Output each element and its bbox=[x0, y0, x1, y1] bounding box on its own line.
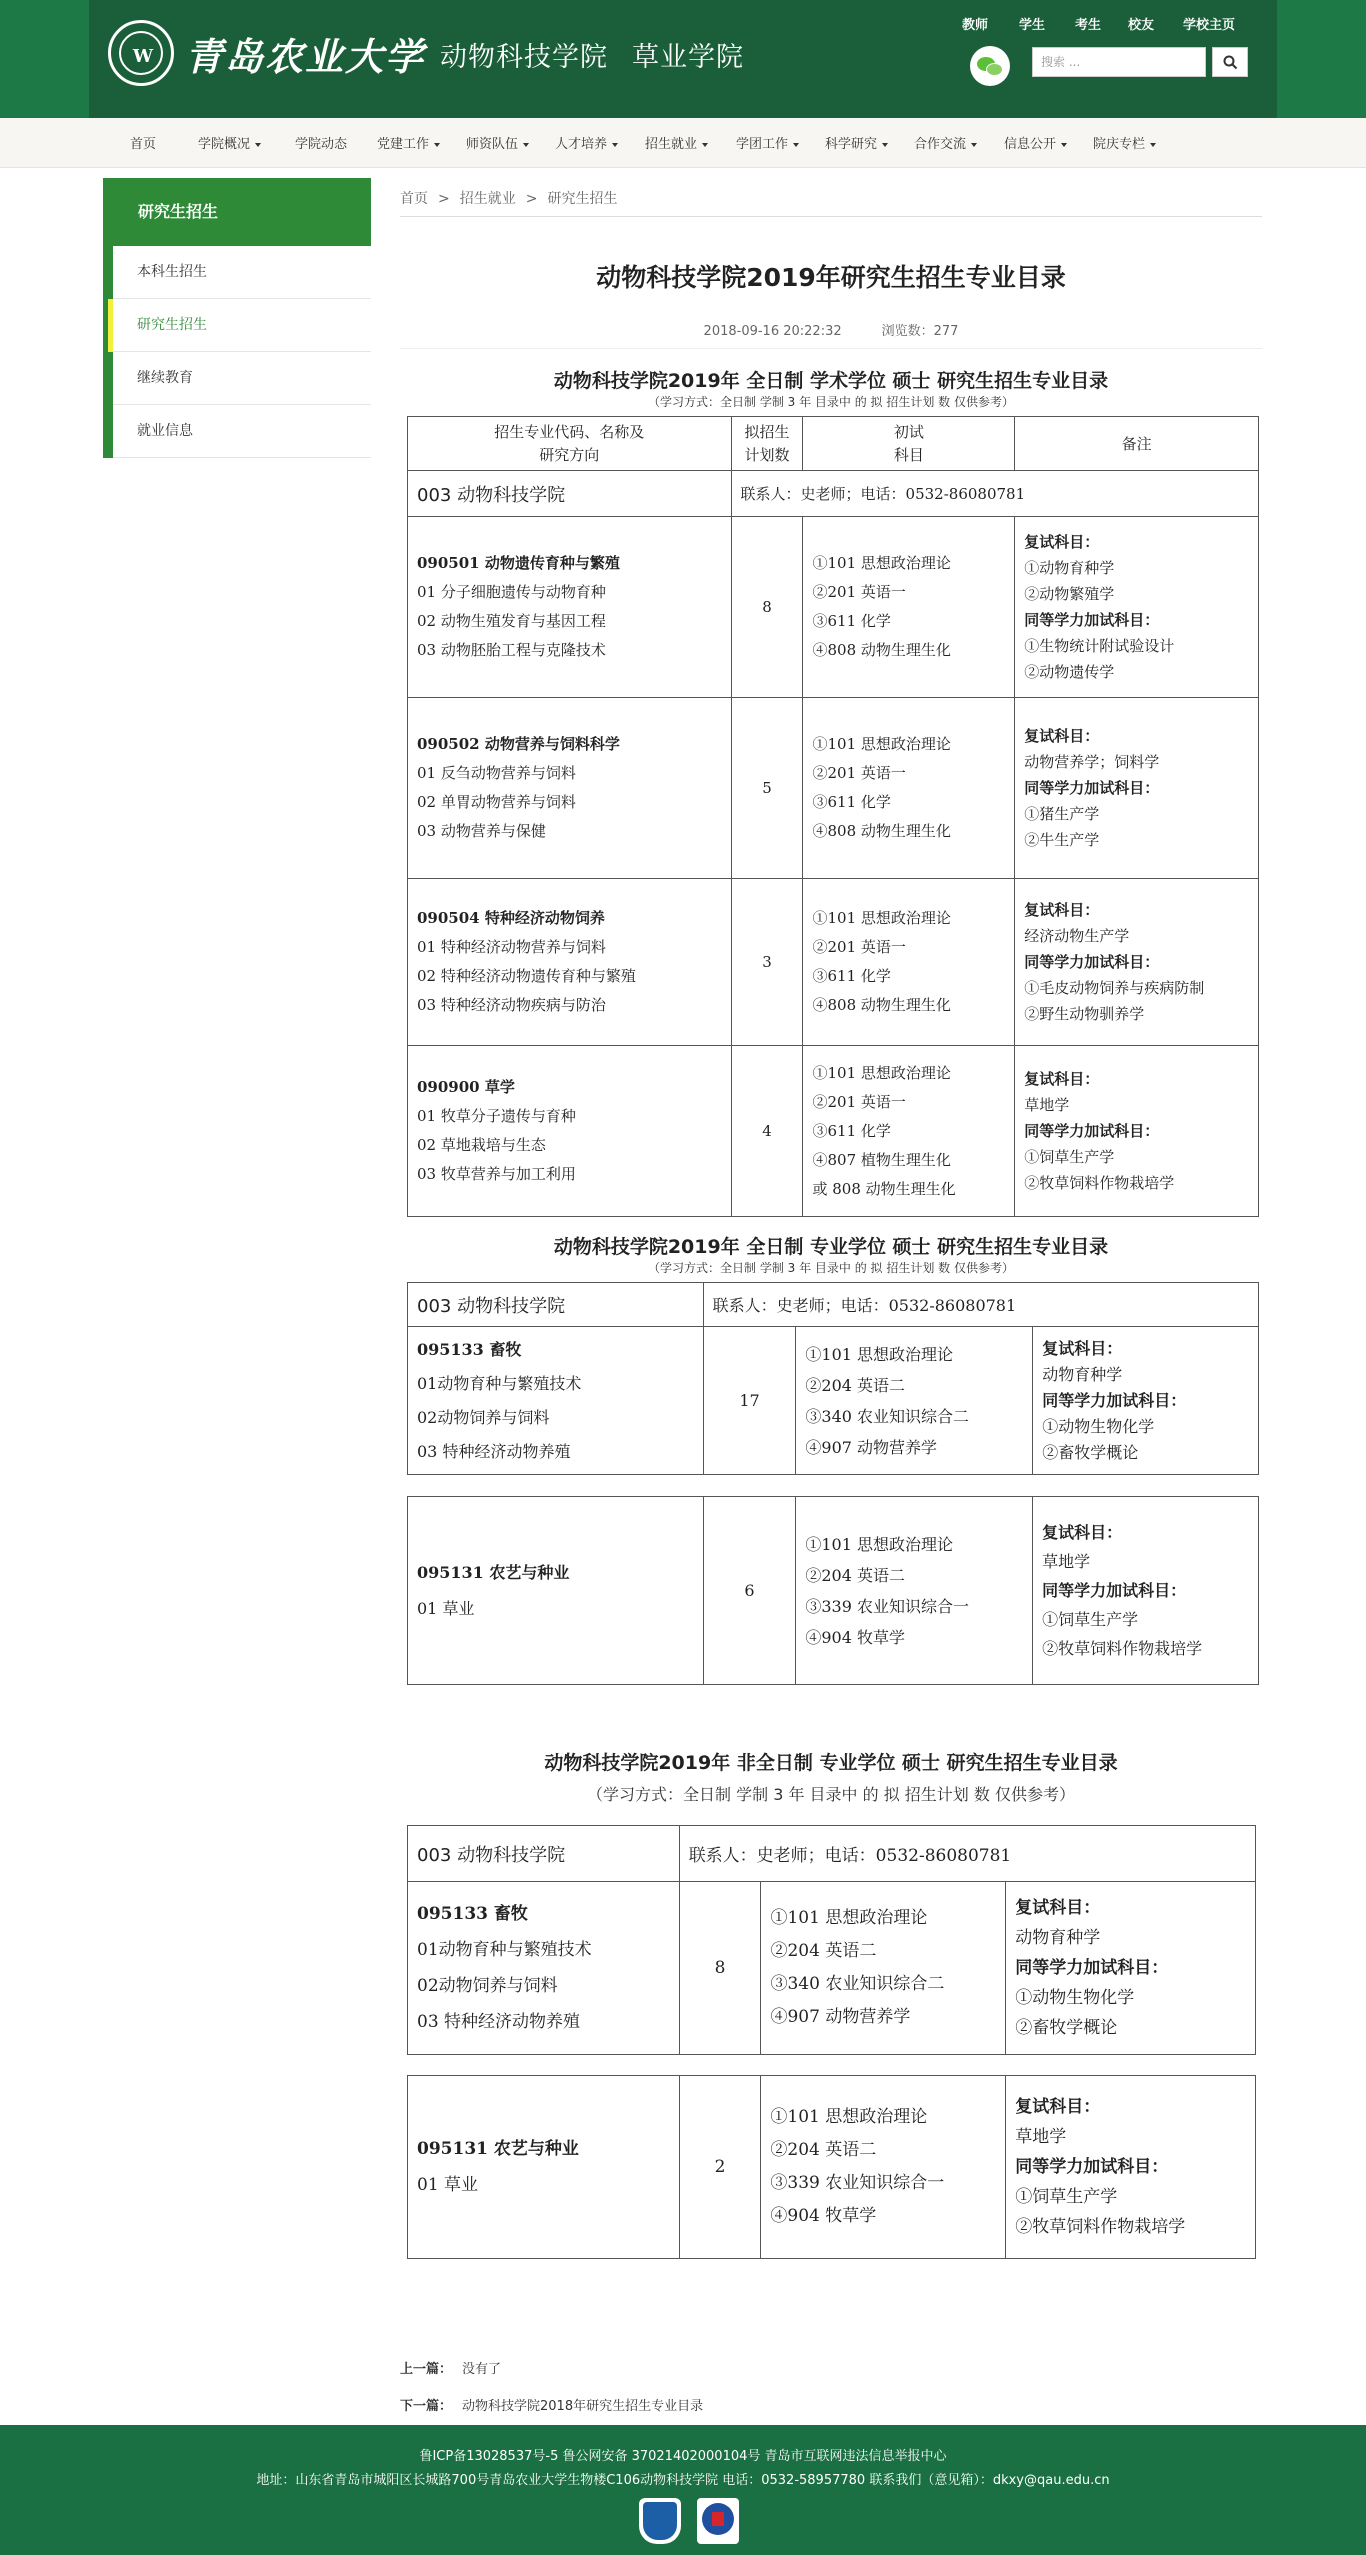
sidebar-item-employment[interactable]: 就业信息 bbox=[113, 405, 371, 458]
chevron-down-icon bbox=[793, 143, 799, 147]
table-row: 095131 农艺与种业 01 草业 2 ①101 思想政治理论 ②204 英语二 ③339 农业知识综合一 ④904 牧草学 复试科目： 草地学 同等学力加试科目： ①饲草生产学 ②牧草饲料作物栽培学 bbox=[408, 2076, 1256, 2259]
article-views: 浏览数：277 bbox=[881, 324, 959, 339]
catalog-table-professional-fulltime-2 bbox=[407, 1496, 1259, 1685]
nav-item-research[interactable]: 科学研究 bbox=[825, 133, 888, 152]
chevron-down-icon bbox=[434, 143, 440, 147]
section-title: 动物科技学院2019年 全日制 专业学位 硕士 研究生招生专业目录 bbox=[553, 1236, 1109, 1258]
chevron-down-icon bbox=[523, 143, 529, 147]
search-icon bbox=[1223, 55, 1238, 70]
next-article-link[interactable]: 动物科技学院2018年研究生招生专业目录 bbox=[462, 2399, 704, 2414]
section-subtitle: （学习方式：全日制 学制 3 年 目录中 的 拟 招生计划 数 仅供参考） bbox=[587, 1785, 1075, 1804]
department-row: 003 动物科技学院 联系人：史老师；电话：0532-86080781 bbox=[408, 1283, 1259, 1327]
nav-item-faculty[interactable]: 师资队伍 bbox=[466, 133, 529, 152]
college-name-1: 动物科技学院 bbox=[440, 42, 608, 73]
section-title: 动物科技学院2019年 全日制 学术学位 硕士 研究生招生专业目录 bbox=[553, 370, 1109, 392]
breadcrumb-graduate[interactable]: 研究生招生 bbox=[547, 191, 618, 207]
chevron-down-icon bbox=[702, 143, 708, 147]
nav-item-cooperation[interactable]: 合作交流 bbox=[914, 133, 977, 152]
table-row: 090504 特种经济动物饲养 01 特种经济动物营养与饲料 02 特种经济动物遗传育种与繁殖 03 特种经济动物疾病与防治 3 ①101 思想政治理论 ②201 英语一 ③611 化学 ④808 动物生理生化 复试科目： 经济动物生产学 同等学力加试科目： ①毛皮动物饲养与疾病防制 ②野生动物驯养学 bbox=[408, 879, 1259, 1046]
nav-item-anniversary[interactable]: 院庆专栏 bbox=[1093, 133, 1156, 152]
nav-item-disclosure[interactable]: 信息公开 bbox=[1004, 133, 1067, 152]
table-row: 090501 动物遗传育种与繁殖 01 分子细胞遗传与动物育种 02 动物生殖发育与基因工程 03 动物胚胎工程与克隆技术 8 ①101 思想政治理论 ②201 英语一 ③611 化学 ④808 动物生理生化 复试科目： ①动物育种学 ②动物繁殖学 同等学力加试科目： ①生物统计附试验设计 ②动物遗传学 bbox=[408, 517, 1259, 698]
divider bbox=[400, 348, 1262, 349]
department-row: 003 动物科技学院 联系人：史老师；电话：0532-86080781 bbox=[408, 1826, 1256, 1882]
college-name bbox=[440, 35, 768, 74]
toplink-teacher[interactable]: 教师 bbox=[962, 18, 989, 33]
nav-item-overview[interactable]: 学院概况 bbox=[198, 133, 261, 152]
university-logo-icon[interactable] bbox=[108, 20, 174, 86]
sidebar-accent-bar bbox=[103, 246, 113, 458]
nav-item-home[interactable]: 首页 bbox=[130, 137, 157, 152]
police-badge-icon[interactable] bbox=[697, 2498, 739, 2544]
table-row: 095131 农艺与种业 01 草业 6 ①101 思想政治理论 ②204 英语二 ③339 农业知识综合一 ④904 牧草学 复试科目： 草地学 同等学力加试科目： ①饲草生产学 ②牧草饲料作物栽培学 bbox=[408, 1497, 1259, 1685]
nav-item-student-affairs[interactable]: 学团工作 bbox=[736, 133, 799, 152]
search-button[interactable] bbox=[1212, 47, 1248, 77]
main-nav bbox=[0, 118, 1366, 168]
prev-article-link[interactable]: 没有了 bbox=[462, 2362, 502, 2377]
sidebar-item-continuing-education[interactable]: 继续教育 bbox=[113, 352, 371, 405]
chevron-down-icon bbox=[971, 143, 977, 147]
table-row: 090900 草学 01 牧草分子遗传与育种 02 草地栽培与生态 03 牧草营养与加工利用 4 ①101 思想政治理论 ②201 英语一 ③611 化学 ④807 植物生理生化 或 808 动物生理生化 复试科目： 草地学 同等学力加试科目： ①饲草生产学 ②牧草饲料作物栽培学 bbox=[408, 1046, 1259, 1217]
footer-icp[interactable]: 鲁ICP备13028537号-5 鲁公网安备 37021402000104号 青岛市互联网违法信息举报中心 bbox=[419, 2449, 947, 2464]
divider bbox=[400, 216, 1262, 217]
college-name-2: 草业学院 bbox=[632, 42, 744, 73]
nav-item-talent[interactable]: 人才培养 bbox=[555, 133, 618, 152]
department-row: 003 动物科技学院 联系人：史老师；电话：0532-86080781 bbox=[408, 471, 1259, 517]
active-marker bbox=[108, 299, 113, 352]
table-row: 095133 畜牧 01动物育种与繁殖技术 02动物饲养与饲料 03 特种经济动物养殖 8 ①101 思想政治理论 ②204 英语二 ③340 农业知识综合二 ④907 动物营养学 复试科目： 动物育种学 同等学力加试科目： ①动物生物化学 ②畜牧学概论 bbox=[408, 1882, 1256, 2055]
toplink-university-home[interactable]: 学校主页 bbox=[1183, 18, 1236, 33]
chevron-down-icon bbox=[882, 143, 888, 147]
prev-article: 上一篇： 没有了 bbox=[400, 2362, 502, 2377]
logo-inner-ring: W bbox=[119, 31, 163, 75]
nav-item-admission[interactable]: 招生就业 bbox=[645, 133, 708, 152]
chevron-down-icon bbox=[255, 143, 261, 147]
catalog-table-professional-fulltime bbox=[407, 1282, 1259, 1475]
next-article: 下一篇： 动物科技学院2018年研究生招生专业目录 bbox=[400, 2399, 704, 2414]
catalog-table-professional-parttime-2 bbox=[407, 2075, 1256, 2259]
wechat-icon[interactable] bbox=[970, 46, 1010, 86]
chevron-down-icon bbox=[1150, 143, 1156, 147]
breadcrumb-home[interactable]: 首页 bbox=[400, 191, 428, 207]
chevron-down-icon bbox=[612, 143, 618, 147]
sidebar-title: 研究生招生 bbox=[103, 178, 371, 246]
table-header-row: 招生专业代码、名称及 研究方向 拟招生 计划数 初试 科目 备注 bbox=[408, 417, 1259, 471]
toplink-student[interactable]: 学生 bbox=[1019, 18, 1046, 33]
gov-verification-badge-icon[interactable] bbox=[639, 2498, 681, 2544]
nav-item-party[interactable]: 党建工作 bbox=[377, 133, 440, 152]
chevron-down-icon bbox=[1061, 143, 1067, 147]
university-name-logo[interactable]: 青岛农业大学 bbox=[185, 34, 426, 79]
page-title: 动物科技学院2019年研究生招生专业目录 bbox=[596, 263, 1066, 292]
table-row: 090502 动物营养与饲料科学 01 反刍动物营养与饲料 02 单胃动物营养与饲料 03 动物营养与保健 5 ①101 思想政治理论 ②201 英语一 ③611 化学 ④808 动物生理生化 复试科目： 动物营养学；饲料学 同等学力加试科目： ①猪生产学 ②牛生产学 bbox=[408, 698, 1259, 879]
section-subtitle: （学习方式：全日制 学制 3 年 目录中 的 拟 招生计划 数 仅供参考） bbox=[648, 395, 1014, 409]
sidebar-item-undergraduate[interactable]: 本科生招生 bbox=[113, 246, 371, 299]
article-meta bbox=[400, 320, 1262, 339]
article-date: 2018-09-16 20:22:32 bbox=[703, 324, 842, 339]
table-row: 095133 畜牧 01动物育种与繁殖技术 02动物饲养与饲料 03 特种经济动物养殖 17 ①101 思想政治理论 ②204 英语二 ③340 农业知识综合二 ④907 动物营养学 复试科目： 动物育种学 同等学力加试科目： ①动物生物化学 ②畜牧学概论 bbox=[408, 1327, 1259, 1475]
section-subtitle: （学习方式：全日制 学制 3 年 目录中 的 拟 招生计划 数 仅供参考） bbox=[648, 1261, 1014, 1275]
breadcrumb: 首页 > 招生就业 > 研究生招生 bbox=[400, 191, 618, 207]
catalog-table-academic bbox=[407, 416, 1259, 1217]
sidebar-item-graduate[interactable]: 研究生招生 bbox=[113, 299, 371, 352]
search-input[interactable]: 搜索 ... bbox=[1032, 47, 1206, 77]
site-footer bbox=[0, 2425, 1366, 2555]
footer-address: 地址：山东省青岛市城阳区长城路700号青岛农业大学生物楼C106动物科技学院 电话：0532-58957780 联系我们（意见箱）：dkxy@qau.edu.cn bbox=[256, 2473, 1110, 2488]
section-title: 动物科技学院2019年 非全日制 专业学位 硕士 研究生招生专业目录 bbox=[544, 1752, 1118, 1774]
catalog-table-professional-parttime bbox=[407, 1825, 1256, 2055]
breadcrumb-admission[interactable]: 招生就业 bbox=[459, 191, 516, 207]
toplink-examinee[interactable]: 考生 bbox=[1075, 18, 1102, 33]
toplink-alumni[interactable]: 校友 bbox=[1128, 18, 1155, 33]
nav-item-news[interactable]: 学院动态 bbox=[295, 137, 348, 152]
